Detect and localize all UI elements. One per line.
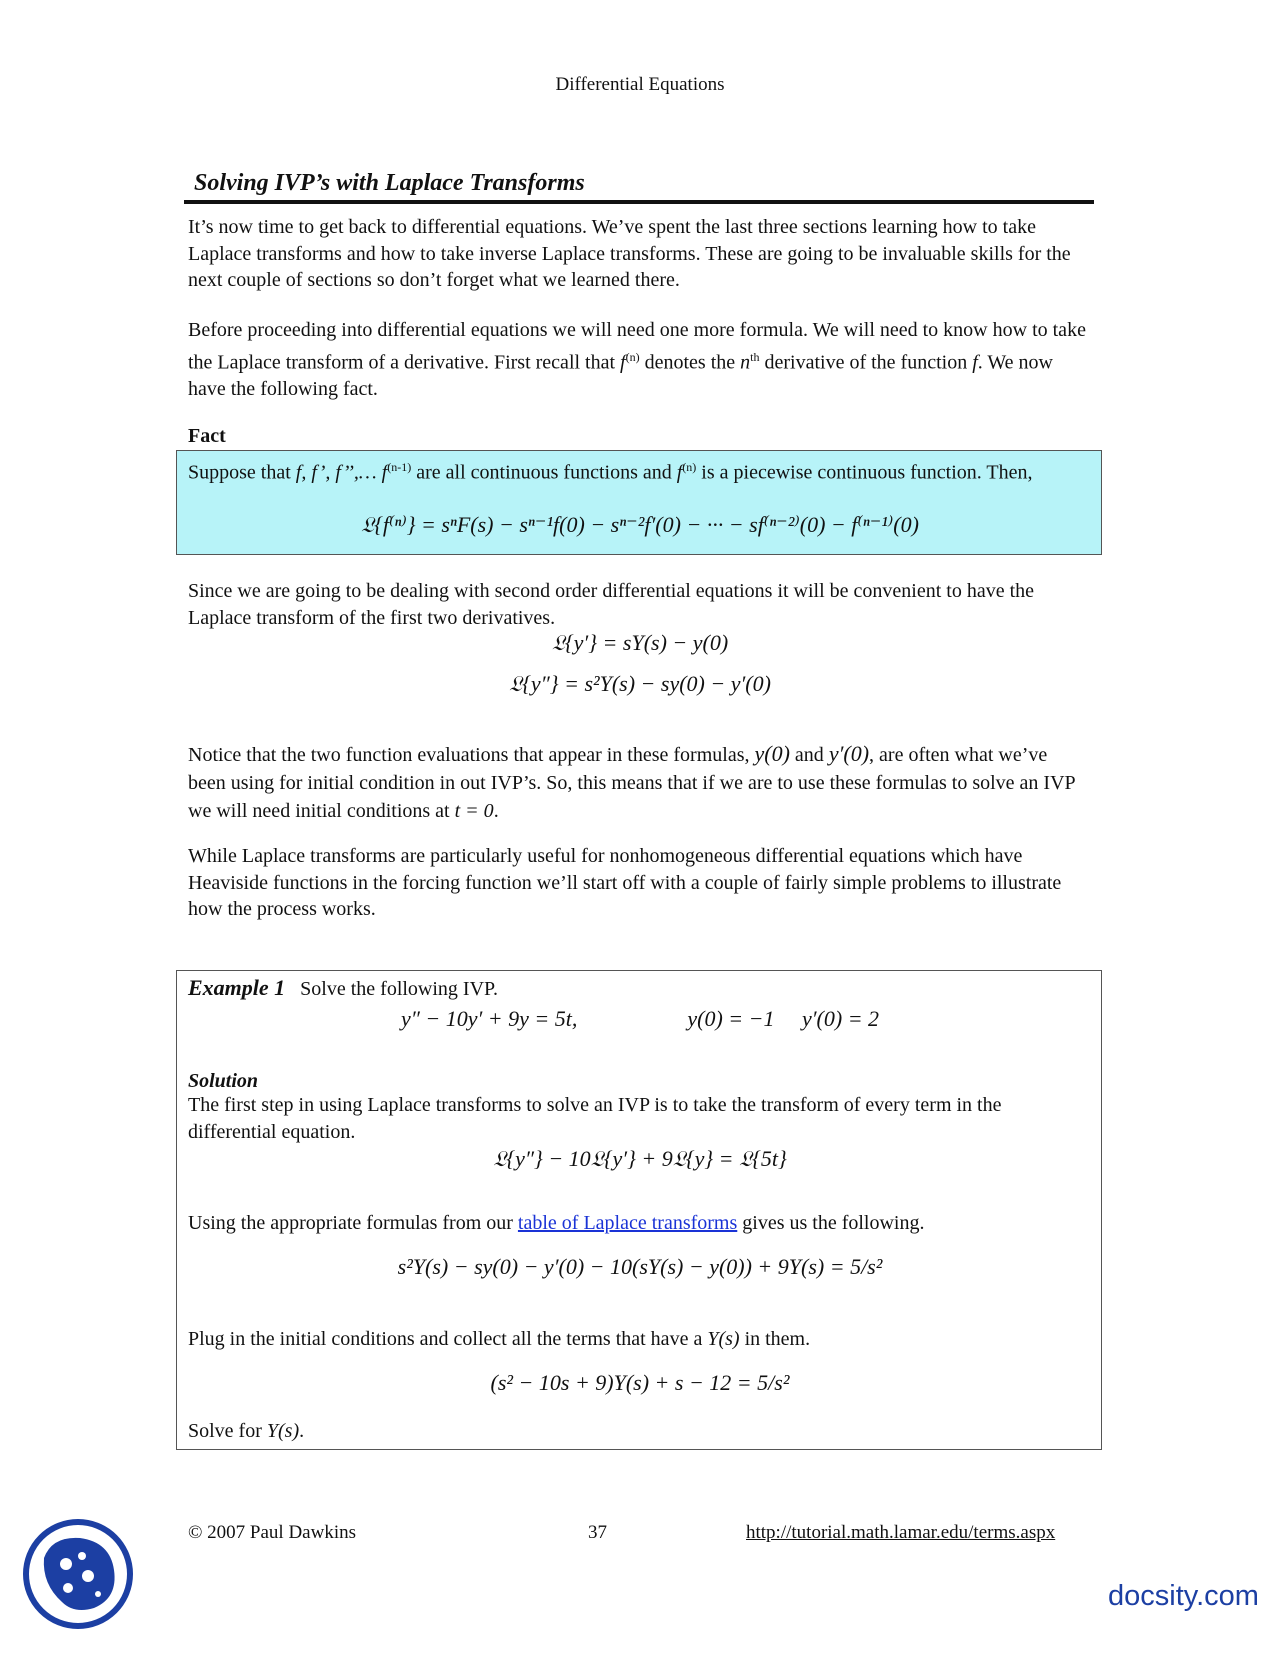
page-number: 37 [588,1522,607,1543]
math-t: t = 0 [454,800,494,822]
solution-step-1: The first step in using Laplace transforms to solve an IVP is to take the transform of every term in the differential equation. [188,1094,1002,1143]
fact-label: Fact [188,425,226,447]
first-derivative-formula: 𝔏{y′} = sY(s) − y(0) [551,630,729,655]
section-title: Solving IVP’s with Laplace Transforms [194,170,585,196]
math-f: f [620,351,626,374]
math-ys: Y(s) [707,1328,740,1350]
solution-step-2 [188,1210,1088,1237]
solution-step-4 [188,1418,1088,1445]
example-heading [188,975,498,1001]
example-prompt: Solve the following IVP. [300,978,498,1000]
math-f: f [972,351,978,374]
math-ys: Y(s) [266,1420,300,1442]
text: is a piecewise continuous function. Then, [696,461,1033,484]
transform-equation: 𝔏{y″} − 10𝔏{y′} + 9𝔏{y} = 𝔏{5t} [493,1146,787,1171]
brand-watermark: docsity.com [1108,1580,1259,1612]
second-derivative-formula: 𝔏{y″} = s²Y(s) − sy(0) − y′(0) [509,671,771,696]
fact-text [188,454,1088,486]
math-sup: (n) [625,349,640,364]
math-sup: (n) [682,460,697,474]
footer-url-link[interactable]: http://tutorial.math.lamar.edu/terms.aspx [746,1522,1056,1543]
example-label: Example 1 [188,975,286,1000]
math-funcs: f, f’, f’’,… f [295,461,388,484]
math-sup: th [750,349,760,364]
text: denotes the [639,351,741,374]
text: . [299,1420,305,1442]
title-rule [184,200,1094,204]
fact-equation: 𝔏{f⁽ⁿ⁾} = sⁿF(s) − sⁿ⁻¹f(0) − sⁿ⁻²f′(0) − ··· − sf⁽ⁿ⁻²⁾(0) − f⁽ⁿ⁻¹⁾(0) [361,512,919,537]
solution-label: Solution [188,1070,259,1092]
math-y0: y(0) [754,741,790,766]
math-n: n [740,351,751,374]
text: , are often what we’ve been using for initial condition in out IVP’s. So, this means that if we are to use these formulas to solve an IVP we will need initial conditions at [188,744,1075,822]
example-ivp-equation: y″ − 10y′ + 9y = 5t, y(0) = −1 y′(0) = 2 [400,1006,880,1031]
text: in them. [739,1328,811,1350]
text: Using the appropriate formulas from our [188,1212,518,1234]
laplace-table-link[interactable]: table of Laplace transforms [517,1212,738,1234]
text: derivative of the function [759,351,973,374]
text: are all continuous functions and [411,461,677,484]
collected-equation: (s² − 10s + 9)Y(s) + s − 12 = 5/s² [490,1370,790,1395]
notice-paragraph [188,740,1088,825]
text: Notice that the two function evaluations that appear in these formulas, [188,744,755,766]
solution-step-3 [188,1326,1088,1353]
math-yp0: y′(0) [828,741,870,766]
docsity-logo-icon [22,1518,134,1630]
expanded-transform-equation: s²Y(s) − sy(0) − y′(0) − 10(sY(s) − y(0)) + 9Y(s) = 5/s² [397,1254,883,1279]
math-f: f [676,461,683,484]
text: . [493,800,499,822]
second-order-paragraph: Since we are going to be dealing with second order differential equations it will be convenient to have the Laplace transform of the first two derivatives. [188,580,1035,629]
derivative-paragraph [188,317,1088,402]
text: . We now have the following fact. [188,351,1053,400]
footer-copyright: © 2007 Paul Dawkins [188,1522,357,1543]
text: Suppose that [188,461,296,484]
text: Solve for [188,1420,267,1442]
text: and [789,744,829,766]
heaviside-paragraph: While Laplace transforms are particularly useful for nonhomogeneous differential equations which have Heaviside functions in the forcing function we’ll start off with a couple of fairly simple problems to illustrate how the process works. [188,845,1062,920]
text: Before proceeding into differential equations we will need one more formula. We will need to know how to take the Laplace transform of a derivative. First recall that [188,319,1086,374]
running-head: Differential Equations [555,74,725,95]
intro-paragraph: It’s now time to get back to differential equations. We’ve spent the last three sections learning how to take Laplace transforms and how to take inverse Laplace transforms. These are going to be invaluable skills for the next couple of sections so don’t forget what we learned there. [188,216,1071,291]
text: Plug in the initial conditions and collect all the terms that have a [188,1328,708,1350]
math-sup: (n-1) [387,460,412,474]
text: gives us the following. [737,1212,925,1234]
